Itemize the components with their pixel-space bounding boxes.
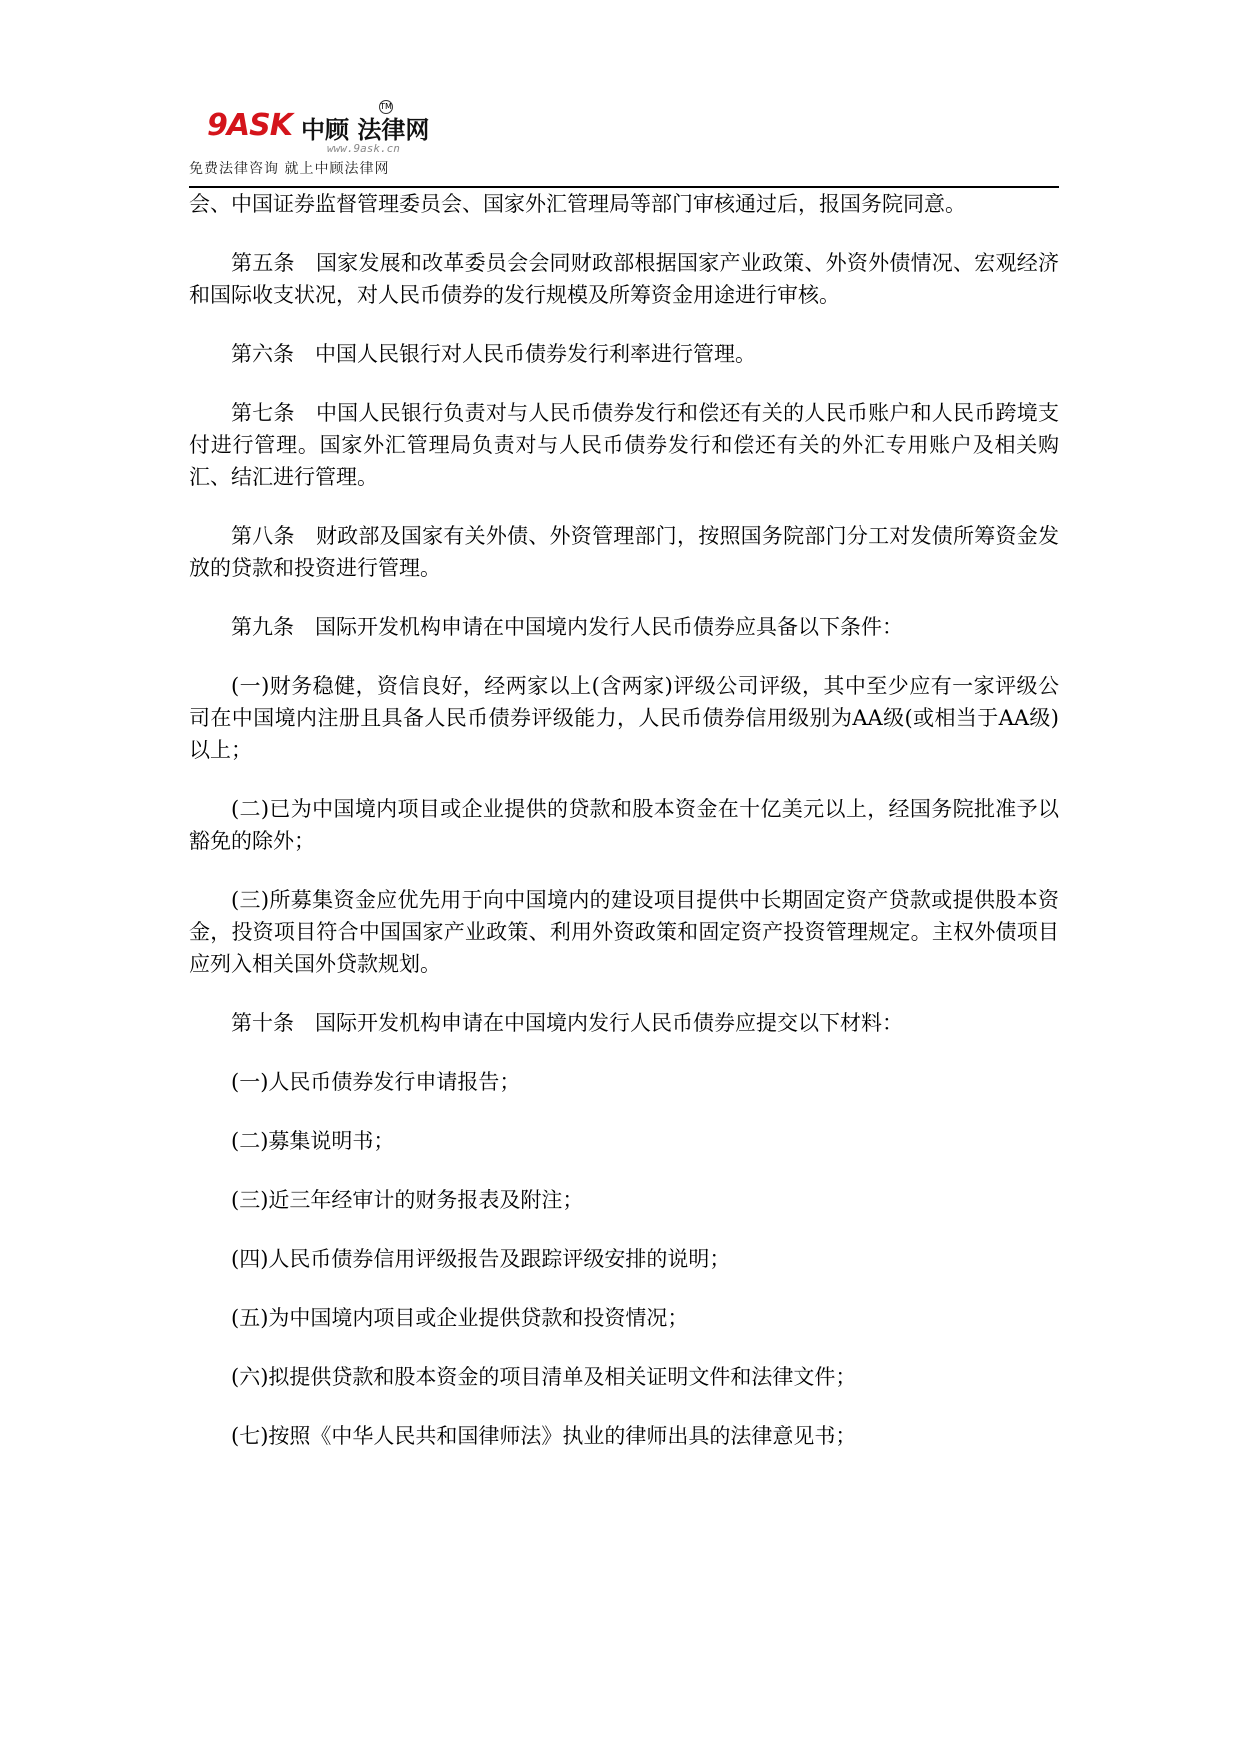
header-slogan: 免费法律咨询 就上中顾法律网 [189,161,390,177]
article-9-item-3: (三)所募集资金应优先用于向中国境内的建设项目提供中长期固定资产贷款或提供股本资金，投资项目符合中国国家产业政策、利用外资政策和固定资产投资管理规定。主权外债项目应列入相关国外贷款规划。 [189,888,1059,976]
article-8: 第八条 财政部及国家有关外债、外资管理部门，按照国务院部门分工对发债所筹资金发放的贷款和投资进行管理。 [189,524,1059,580]
article-10-item-3: (三)近三年经审计的财务报表及附注； [231,1188,584,1212]
paragraph-continuation: 会、中国证券监督管理委员会、国家外汇管理局等部门审核通过后，报国务院同意。 [189,192,966,216]
document-body [189,188,1059,1479]
page-header [189,88,1059,188]
article-5: 第五条 国家发展和改革委员会会同财政部根据国家产业政策、外资外债情况、宏观经济和国际收支状况，对人民币债券的发行规模及所筹资金用途进行审核。 [189,251,1059,307]
logo-brand-name: 中顾 法律网 [301,116,430,144]
article-7: 第七条 中国人民银行负责对与人民币债券发行和偿还有关的人民币账户和人民币跨境支付进行管理。国家外汇管理局负责对与人民币债券发行和偿还有关的外汇专用账户及相关购汇、结汇进行管理。 [189,401,1059,489]
site-logo[interactable] [207,98,437,162]
logo-9ask-text: 9ASK [207,108,292,143]
article-9: 第九条 国际开发机构申请在中国境内发行人民币债券应具备以下条件： [231,615,903,639]
article-10-item-7: (七)按照《中华人民共和国律师法》执业的律师出具的法律意见书； [231,1424,857,1448]
article-10-item-4: (四)人民币债券信用评级报告及跟踪评级安排的说明； [231,1247,731,1271]
article-10-item-6: (六)拟提供贷款和股本资金的项目清单及相关证明文件和法律文件； [231,1365,857,1389]
article-10: 第十条 国际开发机构申请在中国境内发行人民币债券应提交以下材料： [231,1011,903,1035]
article-9-item-2: (二)已为中国境内项目或企业提供的贷款和股本资金在十亿美元以上，经国务院批准予以豁免的除外； [189,797,1059,853]
article-10-item-2: (二)募集说明书； [231,1129,395,1153]
trademark-icon: TM [379,100,393,114]
article-9-item-1: (一)财务稳健，资信良好，经两家以上(含两家)评级公司评级，其中至少应有一家评级公司在中国境内注册且具备人民币债券评级能力，人民币债券信用级别为AA级(或相当于AA级)以上； [189,674,1059,762]
article-6: 第六条 中国人民银行对人民币债券发行利率进行管理。 [231,342,756,366]
article-10-item-1: (一)人民币债券发行申请报告； [231,1070,521,1094]
article-10-item-5: (五)为中国境内项目或企业提供贷款和投资情况； [231,1306,689,1330]
logo-url: www.9ask.cn [327,142,400,155]
